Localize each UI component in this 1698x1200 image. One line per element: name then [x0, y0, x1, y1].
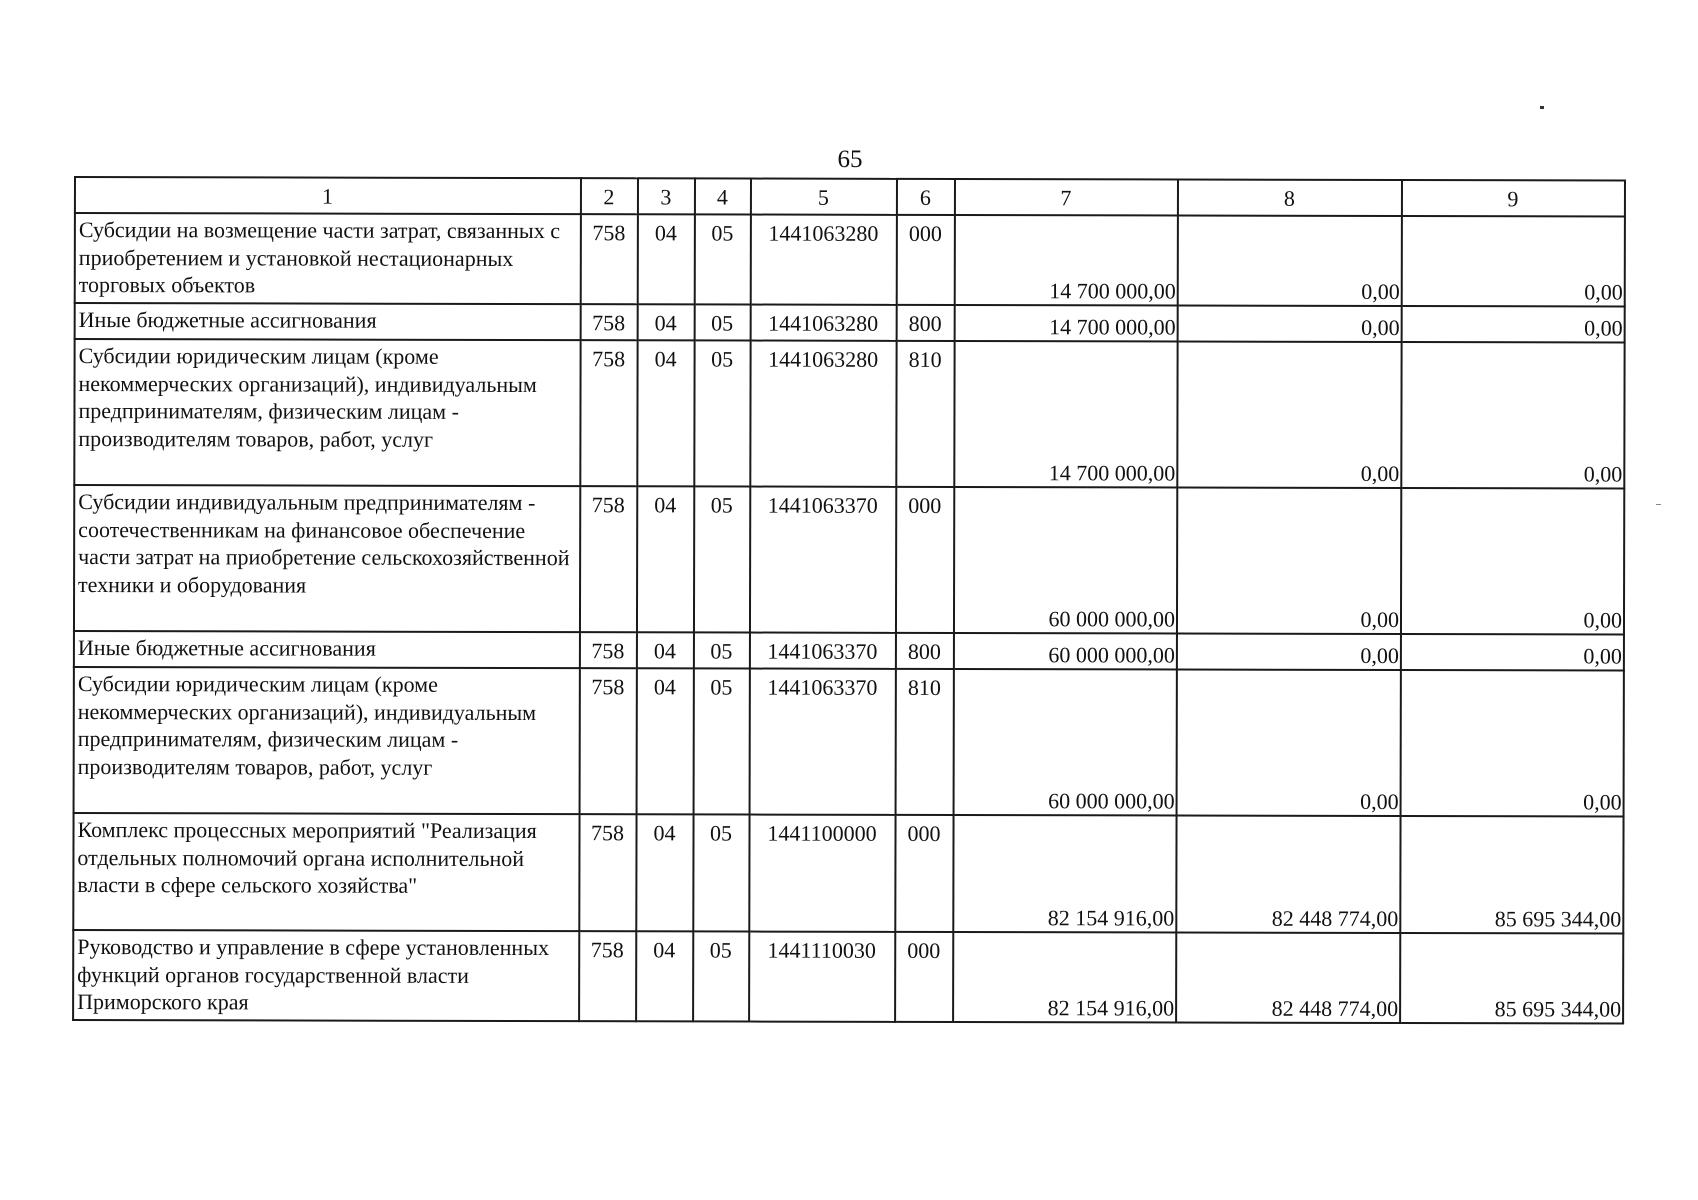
subsection-code: 05 [694, 340, 750, 486]
admin-code: 758 [580, 632, 637, 668]
subsection-code: 05 [693, 931, 749, 1021]
admin-code: 758 [579, 814, 636, 931]
expense-type-code: 000 [896, 487, 954, 633]
target-article-code: 1441063280 [751, 305, 897, 341]
row-name: Комплекс процессных мероприятий "Реализация отдельных полномочий органа исполнительной власти в сфере сельского хозяйства" [73, 813, 579, 931]
section-code: 04 [637, 340, 694, 486]
target-article-code: 1441063370 [750, 487, 896, 633]
amount-col7: 60 000 000,00 [954, 487, 1177, 634]
column-header: 7 [955, 179, 1178, 216]
subsection-code: 05 [693, 814, 749, 931]
target-article-code: 1441110030 [749, 932, 895, 1022]
row-name: Иные бюджетные ассигнования [74, 631, 580, 668]
admin-code: 758 [580, 340, 637, 486]
table-row [75, 303, 1625, 343]
amount-col9: 85 695 344,00 [1400, 933, 1623, 1024]
target-article-code: 1441063370 [750, 669, 896, 815]
table-row [73, 813, 1623, 934]
expense-type-code: 800 [896, 633, 954, 669]
admin-code: 758 [580, 668, 637, 814]
section-code: 04 [638, 214, 695, 304]
table-row [74, 631, 1624, 671]
section-code: 04 [637, 668, 694, 814]
column-header: 9 [1402, 180, 1625, 217]
expense-type-code: 000 [895, 815, 953, 932]
section-code: 04 [637, 632, 694, 668]
table-row [75, 213, 1625, 307]
target-article-code: 1441100000 [749, 815, 895, 932]
section-code: 04 [637, 486, 694, 632]
amount-col8: 0,00 [1178, 306, 1402, 343]
column-header: 6 [897, 179, 955, 215]
expense-type-code: 810 [896, 669, 954, 815]
amount-col7: 60 000 000,00 [954, 669, 1177, 816]
amount-col9: 0,00 [1401, 342, 1624, 489]
amount-col8: 0,00 [1177, 634, 1401, 671]
amount-col8: 0,00 [1177, 670, 1401, 817]
amount-col9: 0,00 [1402, 216, 1625, 307]
column-header: 8 [1178, 180, 1402, 217]
amount-col9: 0,00 [1402, 306, 1625, 343]
row-name: Субсидии на возмещение части затрат, связанных с приобретением и установкой нестационарных торговых объектов [75, 213, 581, 304]
table-row [73, 930, 1623, 1024]
admin-code: 758 [581, 304, 638, 340]
amount-col8: 0,00 [1177, 342, 1401, 489]
row-name: Руководство и управление в сфере установленных функций органов государственной власти Приморского края [73, 930, 579, 1021]
row-name: Иные бюджетные ассигнования [75, 303, 581, 340]
subsection-code: 05 [694, 668, 750, 814]
budget-table [72, 176, 1626, 1025]
scan-speck [1656, 504, 1661, 505]
section-code: 04 [636, 814, 693, 931]
amount-col8: 82 448 774,00 [1176, 933, 1400, 1024]
amount-col9: 0,00 [1401, 488, 1624, 635]
row-name: Субсидии юридическим лицам (кроме некоммерческих организаций), индивидуальным предпринимателям, физическим лицам - производителям товаров, работ, услуг [74, 667, 580, 814]
column-header: 2 [581, 178, 638, 214]
column-header: 1 [75, 177, 581, 214]
amount-col7: 60 000 000,00 [954, 633, 1177, 670]
subsection-code: 05 [694, 632, 750, 668]
expense-type-code: 000 [897, 215, 955, 305]
target-article-code: 1441063280 [751, 215, 897, 305]
scan-speck [1540, 106, 1544, 109]
column-header: 5 [751, 179, 897, 215]
admin-code: 758 [580, 486, 637, 632]
expense-type-code: 000 [895, 932, 953, 1022]
subsection-code: 05 [694, 486, 750, 632]
subsection-code: 05 [695, 214, 751, 304]
row-name: Субсидии индивидуальным предпринимателям - соотечественникам на финансовое обеспечение части затрат на приобретение сельскохозяйственной техники и оборудования [74, 485, 580, 632]
table-row [74, 485, 1624, 635]
amount-col9: 0,00 [1401, 634, 1624, 671]
expense-type-code: 800 [897, 305, 955, 341]
amount-col9: 0,00 [1401, 670, 1624, 817]
table-row [74, 339, 1624, 489]
amount-col7: 82 154 916,00 [953, 932, 1176, 1023]
amount-col7: 82 154 916,00 [953, 815, 1176, 933]
amount-col8: 0,00 [1177, 488, 1401, 635]
amount-col7: 14 700 000,00 [955, 305, 1178, 342]
section-code: 04 [638, 304, 695, 340]
section-code: 04 [636, 931, 693, 1021]
amount-col7: 14 700 000,00 [954, 341, 1177, 488]
column-header: 4 [695, 178, 751, 214]
column-header: 3 [638, 178, 695, 214]
admin-code: 758 [581, 214, 638, 304]
subsection-code: 05 [695, 304, 751, 340]
amount-col8: 82 448 774,00 [1176, 816, 1400, 934]
target-article-code: 1441063370 [750, 633, 896, 669]
table-row [74, 667, 1624, 817]
amount-col7: 14 700 000,00 [955, 215, 1178, 306]
page-number: 65 [837, 146, 863, 173]
amount-col8: 0,00 [1178, 216, 1402, 307]
row-name: Субсидии юридическим лицам (кроме некоммерческих организаций), индивидуальным предпринимателям, физическим лицам - производителям товаров, работ, услуг [74, 339, 580, 486]
amount-col9: 85 695 344,00 [1400, 816, 1623, 934]
admin-code: 758 [579, 931, 636, 1021]
header-row [75, 177, 1625, 217]
expense-type-code: 810 [896, 341, 954, 487]
target-article-code: 1441063280 [750, 341, 896, 487]
